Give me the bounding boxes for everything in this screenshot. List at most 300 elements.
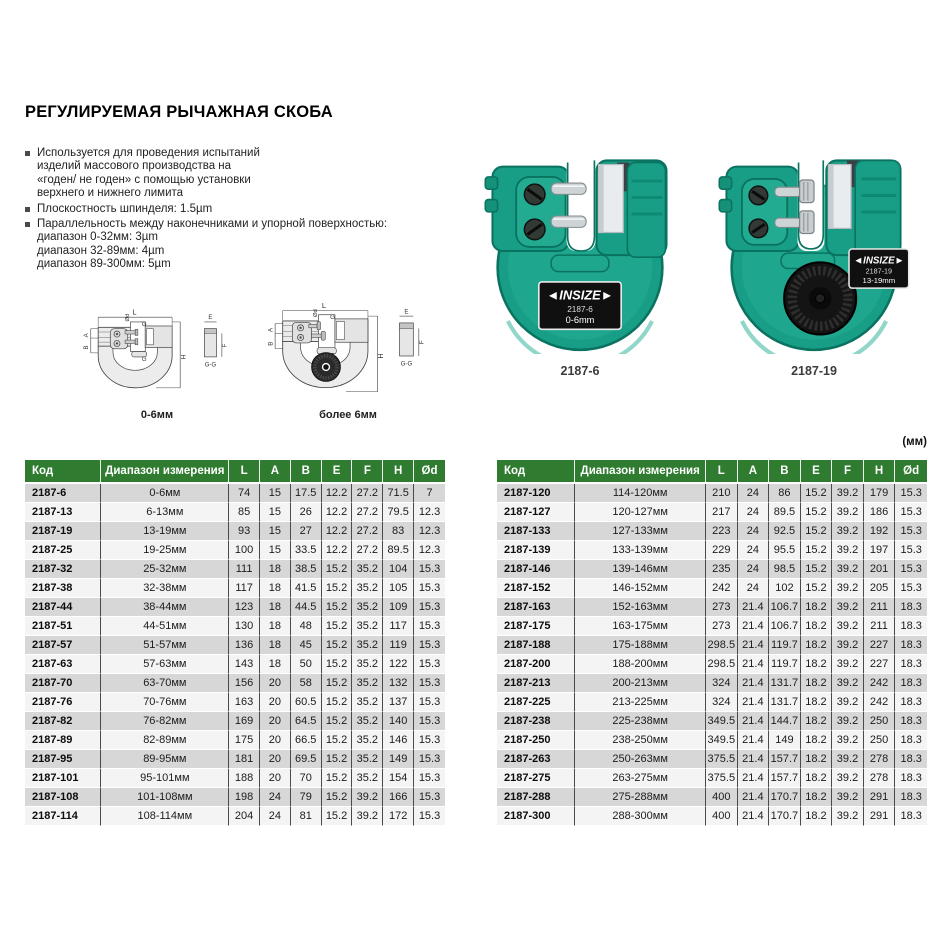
cell-range: 32-38мм bbox=[101, 579, 229, 598]
cell-value: 143 bbox=[229, 655, 260, 674]
cell-value: 15.3 bbox=[414, 636, 445, 655]
cell-value: 26 bbox=[291, 503, 322, 522]
table-row bbox=[25, 750, 445, 769]
cell-value: 27.2 bbox=[352, 484, 383, 503]
table-row bbox=[25, 788, 445, 807]
cell-value: 149 bbox=[769, 731, 801, 750]
cell-range: 263-275мм bbox=[575, 769, 706, 788]
dim-label-GG2: G-G bbox=[400, 360, 413, 368]
cell-range: 44-51мм bbox=[101, 617, 229, 636]
table-row bbox=[25, 636, 445, 655]
cell-value: 15.3 bbox=[895, 522, 927, 541]
cell-value: 64.5 bbox=[291, 712, 322, 731]
cell-value: 324 bbox=[706, 693, 738, 712]
cell-value: 18.2 bbox=[801, 807, 833, 826]
cell-value: 17.5 bbox=[291, 484, 322, 503]
cell-value: 44.5 bbox=[291, 598, 322, 617]
cell-range: 213-225мм bbox=[575, 693, 706, 712]
cell-value: 27.2 bbox=[352, 522, 383, 541]
cell-range: 82-89мм bbox=[101, 731, 229, 750]
cell-range: 146-152мм bbox=[575, 579, 706, 598]
cell-value: 20 bbox=[260, 731, 291, 750]
insize-logo: ◄INSIZE► bbox=[853, 255, 905, 267]
cell-value: 98.5 bbox=[769, 560, 801, 579]
cell-value: 157.7 bbox=[769, 769, 801, 788]
dim-label-Od: Ød bbox=[125, 313, 132, 322]
cell-value: 18 bbox=[260, 560, 291, 579]
column-header: A bbox=[260, 460, 291, 484]
dim-label-F2: F bbox=[418, 340, 426, 345]
cell-value: 21.4 bbox=[738, 655, 770, 674]
cell-value: 146 bbox=[383, 731, 414, 750]
cell-value: 15.3 bbox=[895, 579, 927, 598]
cell-value: 15.3 bbox=[414, 731, 445, 750]
cell-value: 24 bbox=[738, 541, 770, 560]
cell-value: 74 bbox=[229, 484, 260, 503]
cell-value: 24 bbox=[738, 522, 770, 541]
cell-value: 21.4 bbox=[738, 636, 770, 655]
cell-range: 101-108мм bbox=[101, 788, 229, 807]
cell-value: 375.5 bbox=[706, 750, 738, 769]
feature-line: Плоскостность шпинделя: 1.5µm bbox=[37, 202, 213, 215]
table-row bbox=[25, 693, 445, 712]
cell-value: 70 bbox=[291, 769, 322, 788]
table-row bbox=[497, 560, 927, 579]
column-header: L bbox=[706, 460, 738, 484]
snap-gauge-photo-small bbox=[477, 146, 683, 354]
cell-value: 38.5 bbox=[291, 560, 322, 579]
spec-table bbox=[25, 460, 445, 826]
cell-code: 2187-44 bbox=[25, 598, 101, 617]
cell-value: 85 bbox=[229, 503, 260, 522]
cell-value: 250 bbox=[864, 731, 896, 750]
column-header: Код bbox=[497, 460, 575, 484]
cell-value: 149 bbox=[383, 750, 414, 769]
cell-value: 21.4 bbox=[738, 788, 770, 807]
cell-value: 15 bbox=[260, 541, 291, 560]
cell-value: 18.3 bbox=[895, 617, 927, 636]
cell-code: 2187-95 bbox=[25, 750, 101, 769]
cell-value: 39.2 bbox=[832, 655, 864, 674]
cell-value: 217 bbox=[706, 503, 738, 522]
photo-caption: 2187-6 bbox=[560, 364, 600, 378]
cell-value: 81 bbox=[291, 807, 322, 826]
table-row bbox=[497, 541, 927, 560]
cell-value: 35.2 bbox=[352, 750, 383, 769]
cell-value: 400 bbox=[706, 788, 738, 807]
table-row bbox=[497, 769, 927, 788]
feature-text bbox=[37, 203, 212, 216]
table-row bbox=[497, 598, 927, 617]
dim-label-F: F bbox=[222, 343, 229, 348]
cell-value: 24 bbox=[738, 560, 770, 579]
feature-text bbox=[37, 147, 260, 201]
cell-value: 83 bbox=[383, 522, 414, 541]
cell-value: 291 bbox=[864, 807, 896, 826]
cell-code: 2187-108 bbox=[25, 788, 101, 807]
cell-value: 35.2 bbox=[352, 712, 383, 731]
cell-value: 15.2 bbox=[322, 807, 353, 826]
cell-value: 100 bbox=[229, 541, 260, 560]
column-header: F bbox=[832, 460, 864, 484]
cell-code: 2187-288 bbox=[497, 788, 575, 807]
dim-label-L2: L bbox=[321, 300, 327, 310]
cell-value: 35.2 bbox=[352, 617, 383, 636]
cell-value: 18.2 bbox=[801, 598, 833, 617]
cell-value: 39.2 bbox=[832, 484, 864, 503]
cell-value: 117 bbox=[229, 579, 260, 598]
cell-value: 144.7 bbox=[769, 712, 801, 731]
cell-value: 119.7 bbox=[769, 655, 801, 674]
bullet-square-icon bbox=[25, 207, 30, 212]
cell-value: 18.2 bbox=[801, 674, 833, 693]
cell-value: 18.2 bbox=[801, 712, 833, 731]
cell-value: 21.4 bbox=[738, 769, 770, 788]
cell-value: 223 bbox=[706, 522, 738, 541]
label-range: 13-19mm bbox=[862, 275, 896, 285]
table-row bbox=[497, 788, 927, 807]
cell-value: 39.2 bbox=[832, 674, 864, 693]
table-row bbox=[497, 522, 927, 541]
cell-range: 25-32мм bbox=[101, 560, 229, 579]
drawing-caption-small: 0-6мм bbox=[140, 409, 174, 421]
cell-value: 39.2 bbox=[832, 560, 864, 579]
cell-value: 35.2 bbox=[352, 579, 383, 598]
table-row bbox=[25, 503, 445, 522]
cell-value: 39.2 bbox=[832, 693, 864, 712]
table-row bbox=[25, 560, 445, 579]
cell-range: 76-82мм bbox=[101, 712, 229, 731]
cell-range: 89-95мм bbox=[101, 750, 229, 769]
photo-caption: 2187-19 bbox=[791, 364, 837, 378]
cell-value: 15.2 bbox=[801, 560, 833, 579]
cell-value: 15.3 bbox=[414, 712, 445, 731]
cell-value: 15.3 bbox=[895, 484, 927, 503]
cell-value: 15.3 bbox=[414, 560, 445, 579]
cell-code: 2187-163 bbox=[497, 598, 575, 617]
cell-value: 15.3 bbox=[414, 788, 445, 807]
cell-value: 18.2 bbox=[801, 750, 833, 769]
cell-value: 41.5 bbox=[291, 579, 322, 598]
dim-label-E2: E bbox=[404, 308, 409, 316]
cell-value: 130 bbox=[229, 617, 260, 636]
column-header: F bbox=[352, 460, 383, 484]
column-header: L bbox=[229, 460, 260, 484]
spec-table-right bbox=[497, 460, 927, 826]
cell-code: 2187-225 bbox=[497, 693, 575, 712]
cell-range: 70-76мм bbox=[101, 693, 229, 712]
cell-value: 39.2 bbox=[832, 712, 864, 731]
cell-value: 227 bbox=[864, 655, 896, 674]
cell-code: 2187-32 bbox=[25, 560, 101, 579]
cell-value: 211 bbox=[864, 617, 896, 636]
feature-list bbox=[25, 147, 477, 274]
cell-value: 170.7 bbox=[769, 788, 801, 807]
table-row bbox=[497, 484, 927, 503]
column-header: Диапазон измерения bbox=[575, 460, 706, 484]
insize-logo: ◄INSIZE► bbox=[546, 287, 614, 303]
cell-value: 242 bbox=[864, 693, 896, 712]
cell-range: 95-101мм bbox=[101, 769, 229, 788]
cell-value: 39.2 bbox=[832, 579, 864, 598]
cell-value: 104 bbox=[383, 560, 414, 579]
cell-value: 15.2 bbox=[801, 541, 833, 560]
cell-value: 15.2 bbox=[322, 598, 353, 617]
cell-value: 201 bbox=[864, 560, 896, 579]
cell-value: 66.5 bbox=[291, 731, 322, 750]
cell-value: 15.3 bbox=[414, 579, 445, 598]
cell-value: 106.7 bbox=[769, 617, 801, 636]
table-row bbox=[25, 712, 445, 731]
cell-value: 197 bbox=[864, 541, 896, 560]
cell-value: 50 bbox=[291, 655, 322, 674]
cell-value: 119 bbox=[383, 636, 414, 655]
cell-code: 2187-263 bbox=[497, 750, 575, 769]
spec-table-left bbox=[25, 460, 445, 826]
dim-label-E: E bbox=[208, 315, 213, 322]
cell-code: 2187-146 bbox=[497, 560, 575, 579]
cell-value: 131.7 bbox=[769, 674, 801, 693]
cell-value: 278 bbox=[864, 769, 896, 788]
cell-value: 179 bbox=[864, 484, 896, 503]
cell-range: 127-133мм bbox=[575, 522, 706, 541]
cell-value: 39.2 bbox=[352, 788, 383, 807]
cell-range: 120-127мм bbox=[575, 503, 706, 522]
cell-range: 250-263мм bbox=[575, 750, 706, 769]
feature-line: Используется для проведения испытаний bbox=[37, 147, 260, 159]
cell-value: 163 bbox=[229, 693, 260, 712]
cell-value: 15.3 bbox=[414, 617, 445, 636]
cell-range: 38-44мм bbox=[101, 598, 229, 617]
dim-label-A: A bbox=[84, 333, 91, 338]
cell-value: 15.3 bbox=[895, 503, 927, 522]
cell-value: 15.2 bbox=[801, 503, 833, 522]
cell-range: 19-25мм bbox=[101, 541, 229, 560]
cell-range: 133-139мм bbox=[575, 541, 706, 560]
cell-value: 15 bbox=[260, 522, 291, 541]
cell-value: 136 bbox=[229, 636, 260, 655]
cell-value: 12.3 bbox=[414, 541, 445, 560]
cell-value: 242 bbox=[864, 674, 896, 693]
cell-value: 20 bbox=[260, 693, 291, 712]
cell-value: 35.2 bbox=[352, 636, 383, 655]
dim-label-GG: G-G bbox=[204, 362, 217, 369]
cell-value: 227 bbox=[864, 636, 896, 655]
feature-line: «годен/ не годен» с помощью установки bbox=[37, 173, 251, 186]
cell-value: 235 bbox=[706, 560, 738, 579]
cell-value: 111 bbox=[229, 560, 260, 579]
cell-value: 229 bbox=[706, 541, 738, 560]
cell-value: 278 bbox=[864, 750, 896, 769]
cell-value: 15.2 bbox=[322, 731, 353, 750]
column-header: B bbox=[291, 460, 322, 484]
cell-range: 175-188мм bbox=[575, 636, 706, 655]
cell-value: 15.3 bbox=[414, 750, 445, 769]
feature-line: диапазон 0-32мм: 3µm bbox=[37, 231, 158, 244]
cell-value: 24 bbox=[738, 503, 770, 522]
cell-range: 225-238мм bbox=[575, 712, 706, 731]
table-row bbox=[25, 769, 445, 788]
cell-range: 51-57мм bbox=[101, 636, 229, 655]
column-header: H bbox=[383, 460, 414, 484]
cell-value: 21.4 bbox=[738, 731, 770, 750]
cell-value: 35.2 bbox=[352, 560, 383, 579]
cell-value: 35.2 bbox=[352, 731, 383, 750]
cell-value: 298.5 bbox=[706, 655, 738, 674]
table-row bbox=[25, 655, 445, 674]
cell-value: 18.3 bbox=[895, 788, 927, 807]
cell-value: 18.3 bbox=[895, 712, 927, 731]
cell-value: 211 bbox=[864, 598, 896, 617]
cell-value: 15.3 bbox=[414, 807, 445, 826]
cell-range: 6-13мм bbox=[101, 503, 229, 522]
cell-value: 15.2 bbox=[322, 788, 353, 807]
cell-code: 2187-89 bbox=[25, 731, 101, 750]
cell-value: 12.2 bbox=[322, 541, 353, 560]
table-row bbox=[497, 579, 927, 598]
cell-code: 2187-25 bbox=[25, 541, 101, 560]
cell-value: 273 bbox=[706, 598, 738, 617]
cell-code: 2187-114 bbox=[25, 807, 101, 826]
cell-value: 24 bbox=[738, 579, 770, 598]
cell-code: 2187-127 bbox=[497, 503, 575, 522]
drawing-over-6mm-diagram bbox=[262, 290, 434, 400]
cell-value: 21.4 bbox=[738, 750, 770, 769]
cell-value: 12.2 bbox=[322, 503, 353, 522]
column-header: H bbox=[864, 460, 896, 484]
feature-item bbox=[25, 147, 477, 201]
cell-code: 2187-133 bbox=[497, 522, 575, 541]
product-photo-2187-6 bbox=[474, 146, 686, 378]
cell-value: 12.2 bbox=[322, 484, 353, 503]
cell-value: 117 bbox=[383, 617, 414, 636]
drawing-caption-large: более 6мм bbox=[319, 409, 377, 421]
cell-value: 21.4 bbox=[738, 693, 770, 712]
cell-value: 27 bbox=[291, 522, 322, 541]
cell-code: 2187-238 bbox=[497, 712, 575, 731]
dim-label-H2: H bbox=[378, 353, 386, 359]
cell-value: 35.2 bbox=[352, 693, 383, 712]
cell-value: 21.4 bbox=[738, 712, 770, 731]
cell-value: 58 bbox=[291, 674, 322, 693]
cell-value: 156 bbox=[229, 674, 260, 693]
cell-value: 349.5 bbox=[706, 731, 738, 750]
cell-value: 45 bbox=[291, 636, 322, 655]
cell-value: 15.2 bbox=[322, 750, 353, 769]
cell-value: 15.3 bbox=[414, 769, 445, 788]
cell-value: 39.2 bbox=[832, 503, 864, 522]
cell-code: 2187-82 bbox=[25, 712, 101, 731]
bullet-square-icon bbox=[25, 222, 30, 227]
cell-value: 18.3 bbox=[895, 750, 927, 769]
cell-value: 181 bbox=[229, 750, 260, 769]
feature-item bbox=[25, 218, 477, 272]
table-row bbox=[497, 712, 927, 731]
table-row bbox=[497, 674, 927, 693]
feature-line: диапазон 32-89мм: 4µm bbox=[37, 244, 165, 257]
feature-line: диапазон 89-300мм: 5µm bbox=[37, 258, 171, 271]
cell-value: 21.4 bbox=[738, 598, 770, 617]
table-row bbox=[497, 617, 927, 636]
cell-value: 18.3 bbox=[895, 598, 927, 617]
dim-label-G-bottom: G bbox=[141, 356, 147, 363]
table-row bbox=[25, 484, 445, 503]
cell-range: 114-120мм bbox=[575, 484, 706, 503]
cell-value: 39.2 bbox=[832, 598, 864, 617]
cell-value: 12.3 bbox=[414, 503, 445, 522]
cell-value: 15.2 bbox=[801, 484, 833, 503]
dim-label-B: B bbox=[84, 345, 91, 350]
cell-value: 24 bbox=[260, 788, 291, 807]
cell-value: 131.7 bbox=[769, 693, 801, 712]
cell-value: 105 bbox=[383, 579, 414, 598]
cell-code: 2187-19 bbox=[25, 522, 101, 541]
cell-value: 20 bbox=[260, 674, 291, 693]
cell-code: 2187-213 bbox=[497, 674, 575, 693]
table-row bbox=[25, 674, 445, 693]
cell-value: 15.3 bbox=[414, 674, 445, 693]
column-header: A bbox=[738, 460, 770, 484]
cell-value: 157.7 bbox=[769, 750, 801, 769]
column-header: B bbox=[769, 460, 801, 484]
cell-value: 15.3 bbox=[414, 693, 445, 712]
cell-value: 18.2 bbox=[801, 636, 833, 655]
dim-label-B2: B bbox=[267, 341, 275, 346]
cell-value: 154 bbox=[383, 769, 414, 788]
cell-value: 89.5 bbox=[769, 503, 801, 522]
cell-range: 188-200мм bbox=[575, 655, 706, 674]
column-header: E bbox=[801, 460, 833, 484]
cell-value: 39.2 bbox=[832, 522, 864, 541]
cell-value: 15.2 bbox=[322, 636, 353, 655]
cell-value: 60.5 bbox=[291, 693, 322, 712]
cell-range: 63-70мм bbox=[101, 674, 229, 693]
cell-value: 39.2 bbox=[832, 541, 864, 560]
cell-value: 18.2 bbox=[801, 788, 833, 807]
cell-value: 15.3 bbox=[414, 655, 445, 674]
cell-value: 18.3 bbox=[895, 655, 927, 674]
cell-value: 7 bbox=[414, 484, 445, 503]
cell-code: 2187-13 bbox=[25, 503, 101, 522]
cell-value: 18 bbox=[260, 655, 291, 674]
cell-code: 2187-6 bbox=[25, 484, 101, 503]
snap-gauge-photo-large bbox=[711, 146, 917, 354]
cell-value: 89.5 bbox=[383, 541, 414, 560]
cell-code: 2187-120 bbox=[497, 484, 575, 503]
cell-value: 93 bbox=[229, 522, 260, 541]
cell-value: 15.3 bbox=[895, 560, 927, 579]
technical-drawings bbox=[78, 290, 478, 421]
cell-value: 21.4 bbox=[738, 674, 770, 693]
cell-value: 39.2 bbox=[832, 769, 864, 788]
cell-value: 400 bbox=[706, 807, 738, 826]
cell-value: 18 bbox=[260, 598, 291, 617]
product-photos bbox=[474, 146, 934, 378]
cell-value: 250 bbox=[864, 712, 896, 731]
cell-value: 71.5 bbox=[383, 484, 414, 503]
cell-value: 18 bbox=[260, 636, 291, 655]
table-row bbox=[497, 731, 927, 750]
cell-code: 2187-70 bbox=[25, 674, 101, 693]
cell-value: 132 bbox=[383, 674, 414, 693]
cell-value: 15.2 bbox=[801, 579, 833, 598]
cell-value: 186 bbox=[864, 503, 896, 522]
cell-value: 15.2 bbox=[801, 522, 833, 541]
cell-value: 273 bbox=[706, 617, 738, 636]
drawing-0-6mm-diagram bbox=[78, 299, 236, 400]
cell-value: 95.5 bbox=[769, 541, 801, 560]
cell-value: 20 bbox=[260, 750, 291, 769]
